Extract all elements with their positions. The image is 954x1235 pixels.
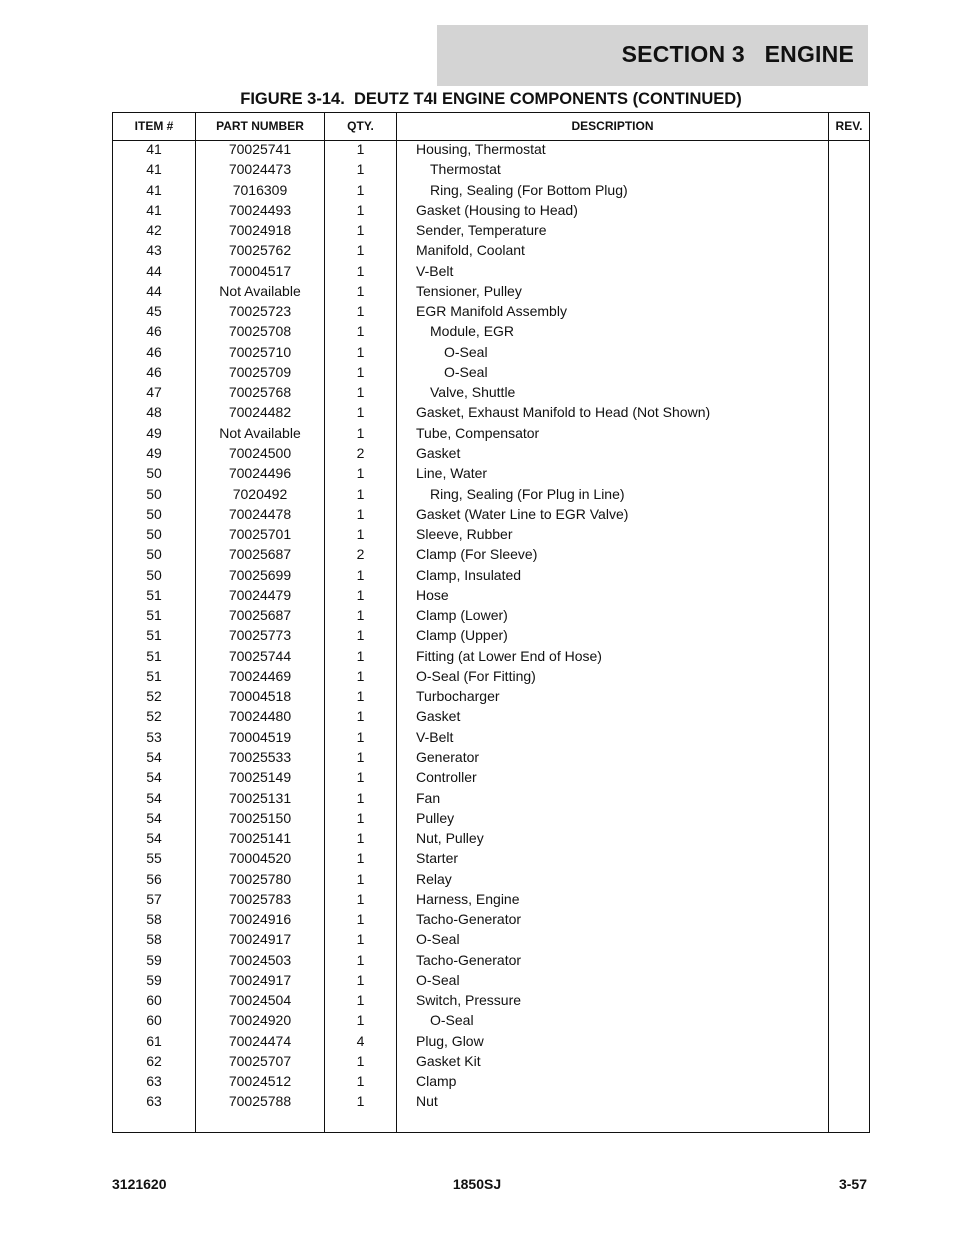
table-row — [113, 891, 869, 911]
description: Generator — [416, 748, 480, 765]
part-number: 7020492 — [232, 485, 288, 502]
part-number: 70025709 — [228, 363, 292, 380]
item-number: 45 — [146, 303, 162, 320]
description: Starter — [416, 850, 459, 867]
description: Sender, Temperature — [416, 222, 547, 239]
quantity: 1 — [356, 303, 365, 320]
part-number: 70025744 — [228, 647, 292, 664]
quantity: 1 — [356, 607, 365, 624]
item-number: 56 — [146, 870, 162, 887]
table-row — [113, 263, 869, 283]
table-row — [113, 506, 869, 526]
description: O-Seal — [430, 1012, 474, 1029]
description: O-Seal — [416, 971, 460, 988]
item-number: 43 — [146, 242, 162, 259]
description: Nut, Pulley — [416, 830, 484, 847]
table-row — [113, 364, 869, 384]
table-row — [113, 242, 869, 262]
description: Clamp (For Sleeve) — [416, 546, 538, 563]
quantity: 1 — [356, 404, 365, 421]
header-item: ITEM # — [134, 119, 174, 133]
part-number: 70025773 — [228, 627, 292, 644]
table-row — [113, 830, 869, 850]
table-row — [113, 850, 869, 870]
description: Ring, Sealing (For Bottom Plug) — [430, 181, 628, 198]
footer-document-number: 3121620 — [112, 1176, 167, 1192]
part-number: 70025687 — [228, 546, 292, 563]
header-description: DESCRIPTION — [571, 119, 654, 133]
quantity: 1 — [356, 870, 365, 887]
item-number: 54 — [146, 809, 162, 826]
quantity: 1 — [356, 222, 365, 239]
quantity: 1 — [356, 850, 365, 867]
description: Gasket — [416, 708, 461, 725]
section-title: SECTION 3 ENGINE — [621, 41, 854, 67]
table-row — [113, 141, 869, 161]
table-row — [113, 202, 869, 222]
item-number: 61 — [146, 1032, 162, 1049]
part-number: 70004519 — [228, 728, 292, 745]
quantity: 1 — [356, 890, 365, 907]
part-number: 70024916 — [228, 911, 292, 928]
description: Valve, Shuttle — [430, 384, 516, 401]
table-body — [113, 141, 869, 1114]
description: Gasket (Housing to Head) — [416, 201, 578, 218]
table-row — [113, 911, 869, 931]
quantity: 1 — [356, 262, 365, 279]
quantity: 4 — [356, 1032, 365, 1049]
description: Clamp (Lower) — [416, 607, 508, 624]
item-number: 48 — [146, 404, 162, 421]
part-number: 70004520 — [228, 850, 292, 867]
part-number: 70024479 — [228, 586, 292, 603]
table-row — [113, 303, 869, 323]
description: Gasket, Exhaust Manifold to Head (Not Shown) — [416, 404, 711, 421]
table-row — [113, 972, 869, 992]
description: Clamp, Insulated — [416, 566, 522, 583]
table-row — [113, 749, 869, 769]
description: Gasket — [416, 444, 461, 461]
quantity: 1 — [356, 201, 365, 218]
item-number: 41 — [146, 201, 162, 218]
item-number: 41 — [146, 161, 162, 178]
quantity: 1 — [356, 1073, 365, 1090]
item-number: 41 — [146, 141, 162, 157]
description: Gasket (Water Line to EGR Valve) — [416, 505, 629, 522]
item-number: 46 — [146, 323, 162, 340]
quantity: 2 — [356, 444, 365, 461]
part-number: 70024512 — [228, 1073, 292, 1090]
item-number: 51 — [146, 607, 162, 624]
table-row — [113, 1053, 869, 1073]
parts-table — [112, 112, 870, 1133]
item-number: 44 — [146, 282, 162, 299]
table-row — [113, 161, 869, 181]
item-number: 54 — [146, 769, 162, 786]
part-number: 70024469 — [228, 667, 292, 684]
table-row — [113, 688, 869, 708]
table-row — [113, 992, 869, 1012]
part-number: 70024918 — [228, 222, 292, 239]
item-number: 50 — [146, 546, 162, 563]
quantity: 1 — [356, 465, 365, 482]
item-number: 49 — [146, 424, 162, 441]
item-number: 51 — [146, 667, 162, 684]
part-number: 70024504 — [228, 992, 292, 1009]
item-number: 51 — [146, 586, 162, 603]
table-row — [113, 769, 869, 789]
part-number: 70024503 — [228, 951, 292, 968]
table-row — [113, 182, 869, 202]
item-number: 42 — [146, 222, 162, 239]
section-banner — [437, 25, 868, 86]
quantity: 1 — [356, 748, 365, 765]
quantity: 1 — [356, 809, 365, 826]
quantity: 1 — [356, 667, 365, 684]
quantity: 1 — [356, 363, 365, 380]
part-number: 70024473 — [228, 161, 292, 178]
quantity: 1 — [356, 161, 365, 178]
item-number: 59 — [146, 951, 162, 968]
table-header — [113, 113, 869, 141]
part-number: 70025701 — [228, 526, 292, 543]
table-row — [113, 465, 869, 485]
description: O-Seal (For Fitting) — [416, 667, 536, 684]
footer-page-number: 3-57 — [838, 1176, 867, 1192]
description: Module, EGR — [430, 323, 515, 340]
description: Harness, Engine — [416, 890, 520, 907]
quantity: 1 — [356, 789, 365, 806]
part-number: 70025699 — [228, 566, 292, 583]
item-number: 58 — [146, 911, 162, 928]
header-part-number: PART NUMBER — [216, 119, 304, 133]
item-number: 50 — [146, 485, 162, 502]
quantity: 1 — [356, 830, 365, 847]
item-number: 46 — [146, 363, 162, 380]
part-number: 70004517 — [228, 262, 292, 279]
part-number: 70024478 — [228, 505, 292, 522]
table-row — [113, 425, 869, 445]
item-number: 58 — [146, 931, 162, 948]
quantity: 1 — [356, 769, 365, 786]
table-row — [113, 404, 869, 424]
part-number: 70025141 — [228, 830, 292, 847]
item-number: 49 — [146, 444, 162, 461]
part-number: 70024496 — [228, 465, 292, 482]
item-number: 59 — [146, 971, 162, 988]
part-number: 70025150 — [228, 809, 292, 826]
part-number: 70024917 — [228, 971, 292, 988]
description: Tensioner, Pulley — [416, 282, 522, 299]
part-number: 70025533 — [228, 748, 292, 765]
item-number: 54 — [146, 789, 162, 806]
item-number: 50 — [146, 566, 162, 583]
description: Hose — [416, 586, 449, 603]
description: Manifold, Coolant — [416, 242, 525, 259]
part-number: 70025762 — [228, 242, 292, 259]
item-number: 54 — [146, 748, 162, 765]
item-number: 63 — [146, 1073, 162, 1090]
table-row — [113, 546, 869, 566]
item-number: 46 — [146, 343, 162, 360]
description: O-Seal — [416, 931, 460, 948]
description: Housing, Thermostat — [416, 141, 546, 157]
quantity: 1 — [356, 424, 365, 441]
quantity: 1 — [356, 181, 365, 198]
table-row — [113, 627, 869, 647]
header-rev: REV. — [835, 119, 863, 133]
quantity: 1 — [356, 526, 365, 543]
description: Turbocharger — [416, 688, 500, 705]
figure-title: FIGURE 3-14. DEUTZ T4I ENGINE COMPONENTS (CONTINUED) — [240, 90, 742, 108]
quantity: 1 — [356, 485, 365, 502]
item-number: 47 — [146, 384, 162, 401]
table-row — [113, 1012, 869, 1032]
description: Controller — [416, 769, 477, 786]
item-number: 54 — [146, 830, 162, 847]
table-row — [113, 708, 869, 728]
description: Clamp (Upper) — [416, 627, 508, 644]
table-row — [113, 1093, 869, 1113]
item-number: 50 — [146, 526, 162, 543]
item-number: 53 — [146, 728, 162, 745]
quantity: 1 — [356, 586, 365, 603]
part-number: 70004518 — [228, 688, 292, 705]
quantity: 1 — [356, 688, 365, 705]
description: Tacho-Generator — [416, 951, 522, 968]
item-number: 57 — [146, 890, 162, 907]
part-number: 70025707 — [228, 1052, 292, 1069]
description: Sleeve, Rubber — [416, 526, 513, 543]
table-row — [113, 1033, 869, 1053]
table-row — [113, 526, 869, 546]
part-number: 70025131 — [228, 789, 292, 806]
quantity: 1 — [356, 1093, 365, 1110]
item-number: 60 — [146, 992, 162, 1009]
item-number: 62 — [146, 1052, 162, 1069]
part-number: 70024493 — [228, 201, 292, 218]
quantity: 1 — [356, 708, 365, 725]
quantity: 1 — [356, 728, 365, 745]
item-number: 50 — [146, 505, 162, 522]
quantity: 1 — [356, 627, 365, 644]
quantity: 2 — [356, 546, 365, 563]
description: EGR Manifold Assembly — [416, 303, 567, 320]
quantity: 1 — [356, 931, 365, 948]
part-number: 70024482 — [228, 404, 292, 421]
quantity: 1 — [356, 951, 365, 968]
description: Tacho-Generator — [416, 911, 522, 928]
part-number: 70024920 — [228, 1012, 292, 1029]
description: Ring, Sealing (For Plug in Line) — [430, 485, 625, 502]
part-number: 70025710 — [228, 343, 292, 360]
table-row — [113, 587, 869, 607]
part-number: 70025788 — [228, 1093, 292, 1110]
part-number: 70025708 — [228, 323, 292, 340]
description: Clamp — [416, 1073, 457, 1090]
description: Nut — [416, 1093, 438, 1110]
description: Switch, Pressure — [416, 992, 522, 1009]
description: Tube, Compensator — [416, 424, 540, 441]
item-number: 51 — [146, 647, 162, 664]
description: V-Belt — [416, 728, 454, 745]
table-row — [113, 1073, 869, 1093]
quantity: 1 — [356, 343, 365, 360]
item-number: 52 — [146, 688, 162, 705]
part-number: 70025149 — [228, 769, 292, 786]
quantity: 1 — [356, 384, 365, 401]
item-number: 55 — [146, 850, 162, 867]
item-number: 44 — [146, 262, 162, 279]
part-number: 70024917 — [228, 931, 292, 948]
part-number: Not Available — [219, 424, 301, 441]
part-number: Not Available — [219, 282, 301, 299]
description: V-Belt — [416, 262, 454, 279]
table-row — [113, 810, 869, 830]
description: Thermostat — [430, 161, 501, 178]
quantity: 1 — [356, 282, 365, 299]
table-row — [113, 952, 869, 972]
item-number: 63 — [146, 1093, 162, 1110]
table-row — [113, 222, 869, 242]
description: Pulley — [416, 809, 455, 826]
table-row — [113, 567, 869, 587]
quantity: 1 — [356, 141, 365, 157]
quantity: 1 — [356, 911, 365, 928]
part-number: 70024474 — [228, 1032, 292, 1049]
table-row — [113, 931, 869, 951]
quantity: 1 — [356, 505, 365, 522]
part-number: 70025741 — [228, 141, 292, 157]
part-number: 70024480 — [228, 708, 292, 725]
table-row — [113, 283, 869, 303]
part-number: 70025723 — [228, 303, 292, 320]
item-number: 52 — [146, 708, 162, 725]
part-number: 70025780 — [228, 870, 292, 887]
table-row — [113, 790, 869, 810]
description: Gasket Kit — [416, 1052, 481, 1069]
item-number: 60 — [146, 1012, 162, 1029]
item-number: 50 — [146, 465, 162, 482]
table-row — [113, 668, 869, 688]
description: Plug, Glow — [416, 1032, 484, 1049]
part-number: 70025687 — [228, 607, 292, 624]
description: Relay — [416, 870, 452, 887]
description: Line, Water — [416, 465, 488, 482]
quantity: 1 — [356, 1012, 365, 1029]
description: Fitting (at Lower End of Hose) — [416, 647, 602, 664]
part-number: 70025783 — [228, 890, 292, 907]
footer-model: 1850SJ — [452, 1176, 502, 1192]
quantity: 1 — [356, 992, 365, 1009]
table-row — [113, 871, 869, 891]
table-row — [113, 384, 869, 404]
description: O-Seal — [444, 343, 488, 360]
item-number: 41 — [146, 181, 162, 198]
part-number: 70024500 — [228, 444, 292, 461]
table-row — [113, 344, 869, 364]
quantity: 1 — [356, 566, 365, 583]
table-row — [113, 648, 869, 668]
part-number: 70025768 — [228, 384, 292, 401]
quantity: 1 — [356, 971, 365, 988]
table-row — [113, 729, 869, 749]
header-qty: QTY. — [347, 119, 374, 133]
part-number: 7016309 — [232, 181, 288, 198]
table-row — [113, 323, 869, 343]
quantity: 1 — [356, 1052, 365, 1069]
quantity: 1 — [356, 242, 365, 259]
description: O-Seal — [444, 363, 488, 380]
quantity: 1 — [356, 647, 365, 664]
description: Fan — [416, 789, 441, 806]
table-row — [113, 607, 869, 627]
quantity: 1 — [356, 323, 365, 340]
table-row — [113, 486, 869, 506]
item-number: 51 — [146, 627, 162, 644]
table-row — [113, 445, 869, 465]
